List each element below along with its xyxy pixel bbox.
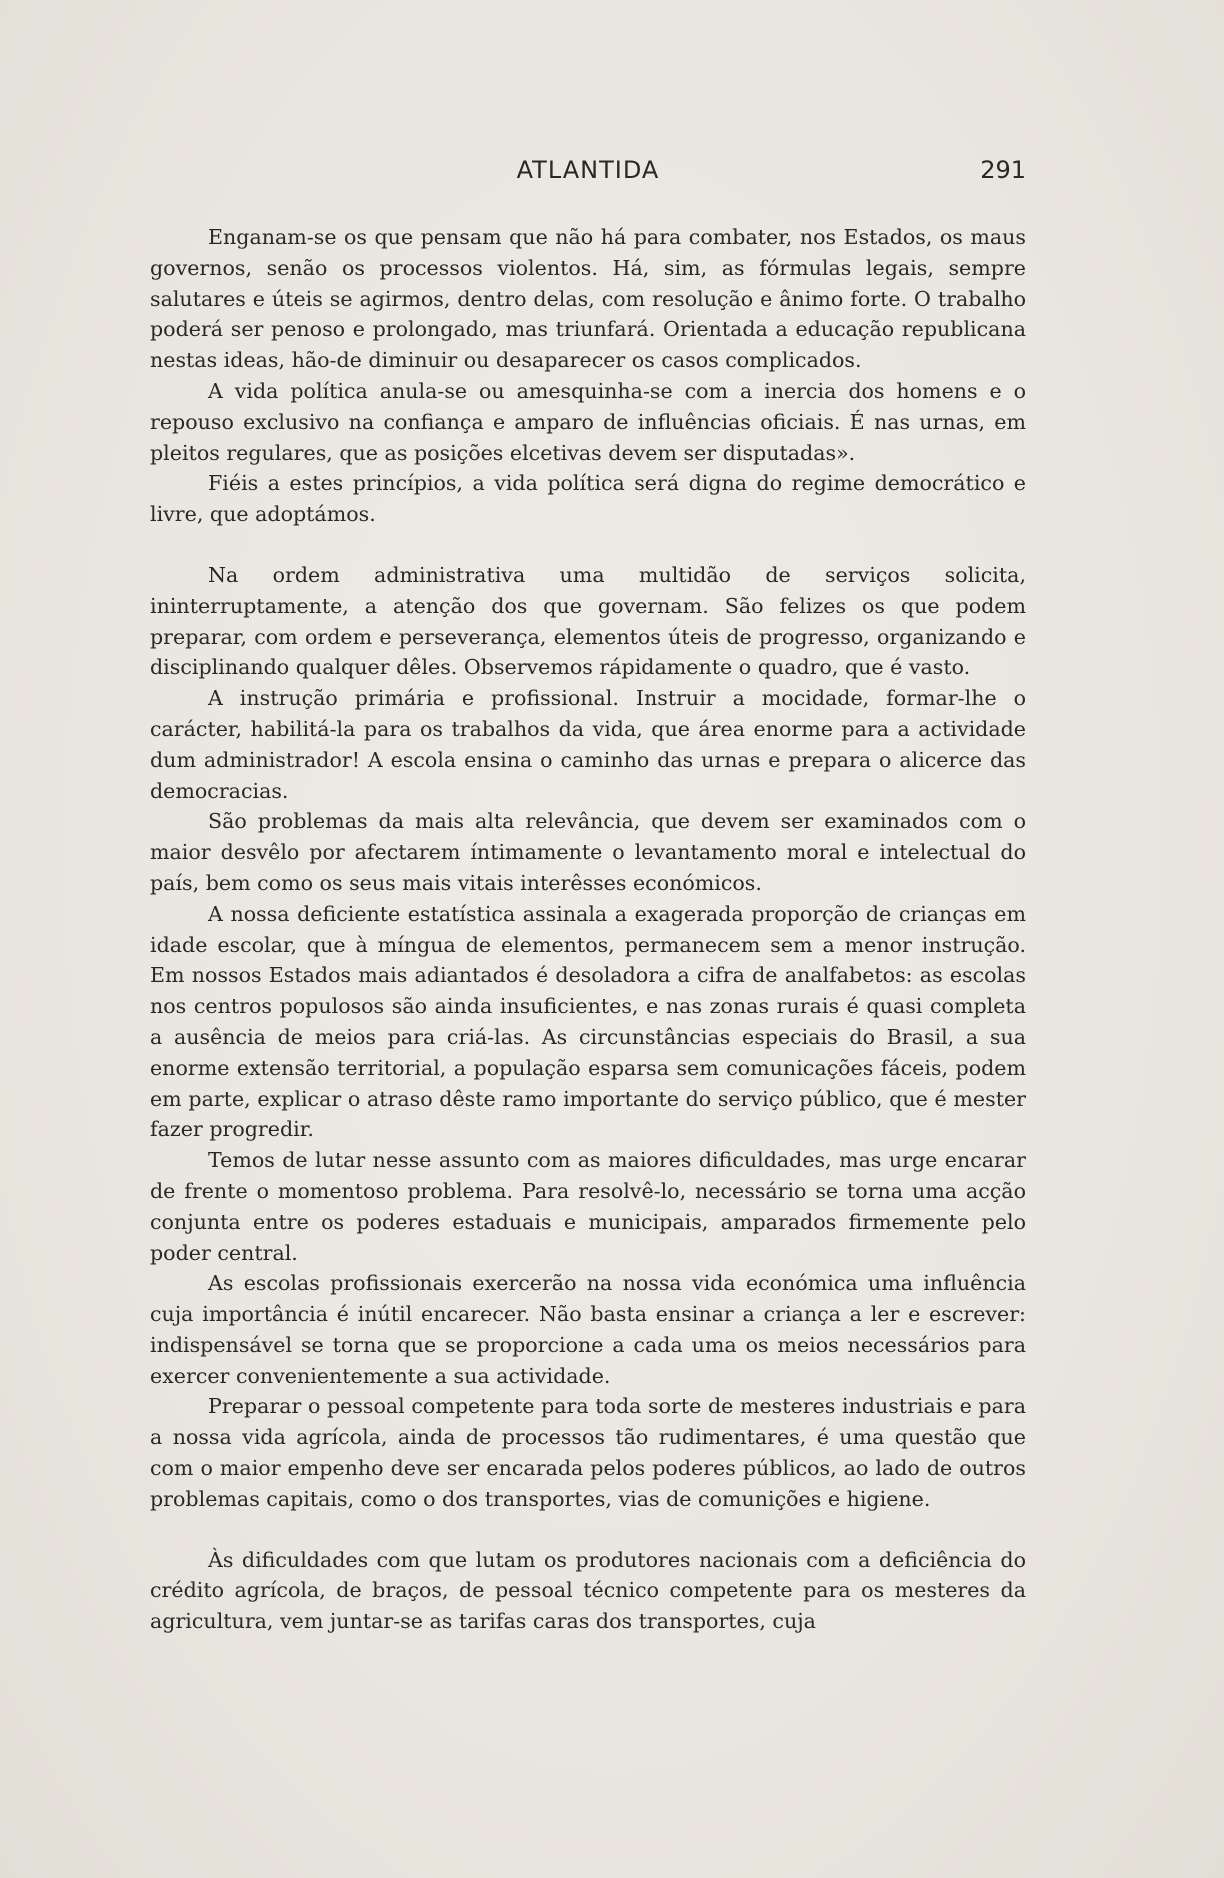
paragraph: A nossa deficiente estatística assinala a exagerada proporção de crianças em idade escolar, que à míngua de elementos, permanecem sem a menor instrução. Em nossos Estados mais adiantados é desoladora a cifra de analfabetos: as escolas nos centros populosos são ainda insuficientes, e nas zonas rurais é quasi completa a ausência de meios para criá-las. As circunstâncias especiais do Brasil, a sua enorme extensão territorial, a população esparsa sem comunicações fáceis, podem em parte, explicar o atraso dêste ramo importante do serviço público, que é mester fazer progredir. [150, 901, 1026, 1142]
paragraph: São problemas da mais alta relevância, que devem ser examinados com o maior desvêlo por afectarem íntimamente o levantamento moral e intelectual do país, bem como os seus mais vitais interêsses económicos. [150, 809, 1026, 895]
paragraph: Temos de lutar nesse assunto com as maiores dificuldades, mas urge encarar de frente o momentoso problema. Para resolvê-lo, necessário se torna uma acção conjunta entre os poderes estaduais e municipais, amparados firmemente pelo poder central. [150, 1148, 1026, 1265]
page-number: 291 [980, 156, 1026, 184]
paragraph: Às dificuldades com que lutam os produtores nacionais com a deficiência do crédito agrícola, de braços, de pessoal técnico competente para os mesteres da agricultura, vem juntar-se as tarifas caras dos transportes, cuja [150, 1547, 1026, 1634]
paragraph: A vida política anula-se ou amesquinha-se com a inercia dos homens e o repouso exclusivo na confiança e amparo de influências oficiais. É nas urnas, em pleitos regulares, que as posições elcetivas devem ser disputadas». [150, 378, 1026, 465]
page-header [150, 152, 1026, 188]
paragraph: Enganam-se os que pensam que não há para combater, nos Estados, os maus governos, senão os processos violentos. Há, sim, as fórmulas legais, sempre salutares e úteis se agirmos, dentro delas, com resolução e ânimo forte. O trabalho poderá ser penoso e prolongado, mas triunfará. Orientada a educação republicana nestas ideas, hão-de diminuir ou desaparecer os casos complicados. [150, 225, 1026, 373]
running-title: ATLANTIDA [516, 156, 660, 184]
paragraph: As escolas profissionais exercerão na nossa vida económica uma influência cuja importância é inútil encarecer. Não basta ensinar a criança a ler e escrever: indispensável se torna que se proporcione a cada uma os meios necessários para exercer convenientemente a sua actividade. [150, 1271, 1026, 1388]
body-text [150, 222, 1026, 1637]
paragraph: A instrução primária e profissional. Instruir a mocidade, formar-lhe o carácter, habilitá-la para os trabalhos da vida, que área enorme para a actividade dum administrador! A escola ensina o caminho das urnas e prepara o alicerce das democracias. [150, 686, 1026, 803]
paragraph: Na ordem administrativa uma multidão de serviços solicita, ininterruptamente, a atenção dos que governam. São felizes os que podem preparar, com ordem e perseverança, elementos úteis de progresso, organizando e disciplinando qualquer dêles. Observemos rápidamente o quadro, que é vasto. [150, 562, 1026, 680]
paragraph: Fiéis a estes princípios, a vida política será digna do regime democrático e livre, que adoptámos. [150, 471, 1026, 527]
paragraph: Preparar o pessoal competente para toda sorte de mesteres industriais e para a nossa vida agrícola, ainda de processos tão rudimentares, é uma questão que com o maior empenho deve ser encarada pelos poderes públicos, ao lado de outros problemas capitais, como o dos transportes, vias de comunições e higiene. [150, 1394, 1026, 1511]
